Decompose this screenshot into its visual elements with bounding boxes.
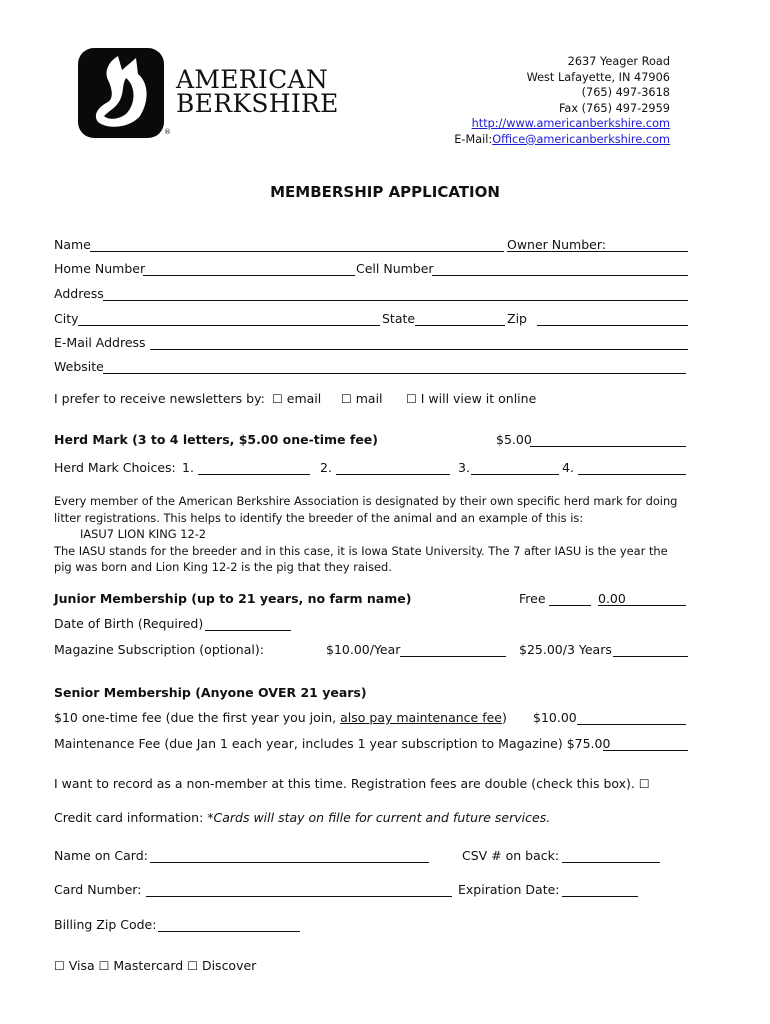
herd-mark-choices-label: Herd Mark Choices: <box>54 460 176 475</box>
website-link[interactable]: http://www.americanberkshire.com <box>471 117 670 130</box>
herd-mark-example: IASU7 LION KING 12-2 <box>80 527 207 541</box>
maintenance-fee-field[interactable] <box>603 750 688 751</box>
discover-checkbox-icon[interactable]: ☐ <box>187 959 198 973</box>
billing-zip-field[interactable] <box>158 931 300 932</box>
magazine-three-years-field[interactable] <box>613 656 688 657</box>
junior-free-label: Free <box>519 591 546 606</box>
junior-free-value: 0.00 <box>598 591 626 606</box>
visa-label: Visa <box>68 958 95 973</box>
maintenance-fee-text: Maintenance Fee (due Jan 1 each year, includes 1 year subscription to Magazine) $75.00 <box>54 736 611 751</box>
magazine-three-years: $25.00/3 Years <box>519 642 612 657</box>
mastercard-label: Mastercard <box>113 958 184 973</box>
zip-label: Zip <box>507 311 527 326</box>
newsletter-mail-option[interactable]: ☐ mail <box>341 391 383 406</box>
newsletter-email-option[interactable]: ☐ email <box>272 391 322 406</box>
senior-fee-field[interactable] <box>577 724 686 725</box>
address-label: Address <box>54 286 104 301</box>
expiration-date-label: Expiration Date: <box>458 882 560 897</box>
checkbox-icon[interactable]: ☐ <box>406 392 417 406</box>
berkshire-pig-logo-icon <box>78 48 164 138</box>
non-member-option[interactable]: I want to record as a non-member at this time. Registration fees are double (check this box). ☐ <box>54 776 650 791</box>
logo-text-american: AMERICAN <box>176 65 329 94</box>
visa-checkbox-icon[interactable]: ☐ <box>54 959 65 973</box>
herd-mark-description-3: The IASU stands for the breeder and in this case, it is Iowa State University. The 7 after IASU is the year the <box>54 544 668 558</box>
herd-mark-description-4: pig was born and Lion King 12-2 is the pig that they raised. <box>54 560 392 574</box>
website-field[interactable] <box>103 373 686 374</box>
logo-text-berkshire: BERKSHIRE <box>176 89 339 118</box>
cell-number-field[interactable] <box>432 275 688 276</box>
herd-mark-description-1: Every member of the American Berkshire Association is designated by their own specific herd mark for doing <box>54 494 678 508</box>
state-field[interactable] <box>415 325 505 326</box>
name-on-card-label: Name on Card: <box>54 848 148 863</box>
home-number-field[interactable] <box>143 275 355 276</box>
state-label: State <box>382 311 416 326</box>
address-phone: (765) 497-3618 <box>581 86 670 99</box>
herd-mark-heading: Herd Mark (3 to 4 letters, $5.00 one-time fee) <box>54 432 378 447</box>
address-field[interactable] <box>103 300 688 301</box>
card-number-field[interactable] <box>146 896 452 897</box>
name-field[interactable] <box>90 251 504 252</box>
choice-4-field[interactable] <box>578 474 686 475</box>
email-address-field[interactable] <box>150 349 688 350</box>
zip-field[interactable] <box>537 325 688 326</box>
magazine-per-year-field[interactable] <box>400 656 506 657</box>
address-city: West Lafayette, IN 47906 <box>526 70 670 84</box>
address-street: 2637 Yeager Road <box>567 55 670 68</box>
email-label: E-Mail: <box>454 132 493 146</box>
magazine-subscription-label: Magazine Subscription (optional): <box>54 642 264 657</box>
address-block <box>454 54 670 147</box>
name-on-card-field[interactable] <box>150 862 429 863</box>
email-address-label: E-Mail Address <box>54 335 146 350</box>
junior-free-field[interactable] <box>549 605 591 606</box>
address-fax: Fax (765) 497-2959 <box>558 101 670 115</box>
choice-2-field[interactable] <box>336 474 450 475</box>
senior-fee-text: $10 one-time fee (due the first year you join, also pay maintenance fee) <box>54 710 507 725</box>
csv-field[interactable] <box>562 862 660 863</box>
name-label: Name <box>54 237 91 252</box>
csv-label: CSV # on back: <box>462 848 560 863</box>
checkbox-icon[interactable]: ☐ <box>272 392 283 406</box>
home-number-label: Home Number <box>54 261 146 276</box>
city-label: City <box>54 311 79 326</box>
junior-free-amount-field[interactable] <box>598 605 686 606</box>
newsletter-label: I prefer to receive newsletters by: <box>54 391 265 406</box>
website-label: Website <box>54 359 104 374</box>
choice-1-label: 1. <box>182 460 194 475</box>
choice-3-field[interactable] <box>471 474 559 475</box>
owner-number-label: Owner Number: <box>507 237 606 252</box>
mastercard-checkbox-icon[interactable]: ☐ <box>98 959 110 973</box>
discover-label: Discover <box>201 958 257 973</box>
cell-number-label: Cell Number <box>356 261 434 276</box>
card-number-label: Card Number: <box>54 882 142 897</box>
email-link[interactable]: Office@americanberkshire.com <box>492 132 670 146</box>
billing-zip-label: Billing Zip Code: <box>54 917 157 932</box>
magazine-per-year: $10.00/Year <box>326 642 401 657</box>
senior-membership-heading: Senior Membership (Anyone OVER 21 years) <box>54 685 367 700</box>
owner-number-field[interactable] <box>507 251 688 252</box>
choice-3-label: 3. <box>458 460 470 475</box>
page-title: MEMBERSHIP APPLICATION <box>270 183 500 201</box>
date-of-birth-field[interactable] <box>205 630 291 631</box>
checkbox-icon[interactable]: ☐ <box>341 392 352 406</box>
logo-mark <box>78 48 164 138</box>
herd-mark-description-2: litter registrations. This helps to identify the breeder of the animal and an example of this is: <box>54 511 584 525</box>
date-of-birth-label: Date of Birth (Required) <box>54 616 204 631</box>
herd-mark-amount-field[interactable] <box>530 446 686 447</box>
card-type-options <box>54 958 256 973</box>
checkbox-icon[interactable]: ☐ <box>638 777 650 791</box>
expiration-date-field[interactable] <box>562 896 638 897</box>
choice-1-field[interactable] <box>198 474 310 475</box>
choice-2-label: 2. <box>320 460 332 475</box>
registered-mark: ® <box>164 128 171 136</box>
herd-mark-price: $5.00 <box>496 432 532 447</box>
junior-membership-heading: Junior Membership (up to 21 years, no farm name) <box>54 591 412 606</box>
credit-card-info: Credit card information: *Cards will stay on fille for current and future services. <box>54 810 551 825</box>
choice-4-label: 4. <box>562 460 574 475</box>
city-field[interactable] <box>78 325 380 326</box>
senior-fee-price: $10.00 <box>533 710 577 725</box>
newsletter-online-option[interactable]: ☐ I will view it online <box>406 391 537 406</box>
